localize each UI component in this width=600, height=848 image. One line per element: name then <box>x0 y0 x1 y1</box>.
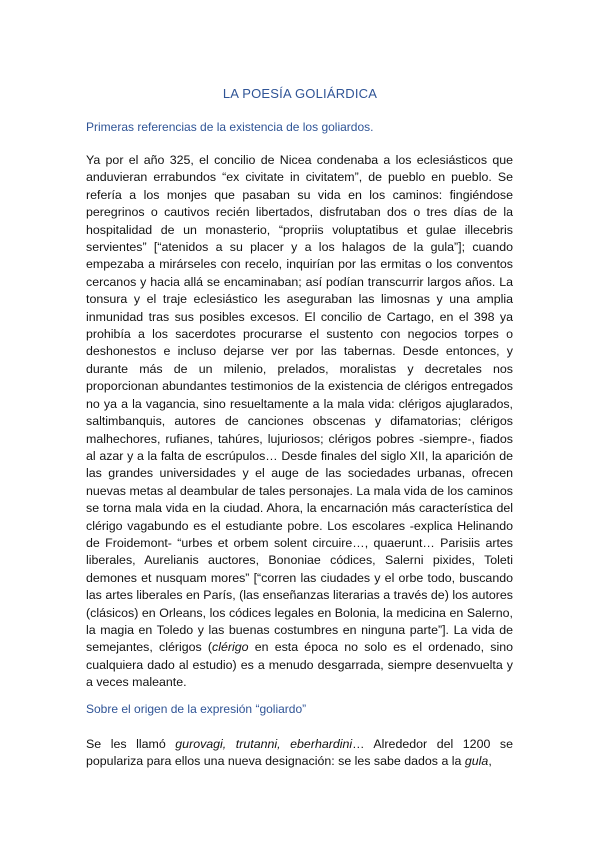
paragraph-2-end: , <box>488 754 492 769</box>
section-heading-origen-goliardo: Sobre el origen de la expresión “goliardo” <box>86 702 307 716</box>
paragraph-1-italic: clérigo <box>212 640 249 655</box>
paragraph-1-text: Ya por el año 325, el concilio de Nicea condenaba a los eclesiásticos que anduvieran errabundos “ex civitate in civitatem”, de pueblo en pueblo. Se refería a los monjes que pasaban su vida en los caminos: fingiéndose peregrinos o cautivos recién libertados, disfrutaban dos o tres días de la hospitalidad de un monasterio, “propriis voluptatibus et gulae illecebris servientes” [“atenidos a su placer y a los halagos de la gula”]; cuando empezaba a mirárseles con recelo, inquirían por las ermitas o los conventos cercanos y hacia allá se encaminaban; así podían transcurrir largos años. La tonsura y el traje eclesiástico les aseguraban las limosnas y una amplia inmunidad tras sus posibles excesos. El concilio de Cartago, en el 398 ya prohibía a los sacerdotes procurarse el sustento con negocios torpes o deshonestos e incluso dejarse ver por las tabernas. Desde entonces, y durante más de un milenio, prelados, moralistas y decretales nos proporcionan abundantes testimonios de la existencia de clérigos entregados no ya a la vagancia, sino resueltamente a la mala vida: clérigos ajuglarados, saltimbanquis, autores de canciones obscenas y difamatorias; clérigos malhechores, rufianes, tahúres, lujuriosos; clérigos pobres -siempre-, fiados al azar y a la falta de escrúpulos… Desde finales del siglo XII, la aparición de las grandes universidades y el auge de las sociedades urbanas, ofrecen nuevas metas al deambular de tales personajes. La mala vida de los caminos se torna mala vida en la ciudad. Ahora, la encarnación más característica del clérigo vagabundo es el estudiante pobre. Los escolares -explica Helinando de Froidemont- “urbes et orbem solent circuire…, quaerunt… Parisiis artes liberales, Aurelianis auctores, Bononiae códices, Salerni pixides, Toleti demones et nusquam mores” [“corren las ciudades y el orbe todo, buscando las artes liberales en París, (las enseñanzas literarias a través de) los autores (clásicos) en Orleans, los códices legales en Bolonia, la medicina en Salerno, la magia en Toledo y las buenas costumbres en ninguna parte”]. La vida de semejantes, clérigos ( <box>86 153 513 655</box>
paragraph-1-end: en esta época no solo es el ordenado, sino cualquiera dado al estudio) es a menudo desgarrada, siempre desenvuelta y a veces maleante. <box>86 640 513 690</box>
paragraph-2 <box>86 736 513 771</box>
document-title: LA POESÍA GOLIÁRDICA <box>222 86 378 101</box>
paragraph-2-italic: gurovagi, trutanni, eberhardini <box>175 737 353 751</box>
paragraph-2-italic-gula: gula <box>464 754 489 769</box>
paragraph-2-mid: … Alrededor del 1200 se populariza para ellos una nueva designación: se les sabe dados a la <box>86 737 513 769</box>
paragraph-1 <box>86 152 513 692</box>
section-heading-primeras-referencias: Primeras referencias de la existencia de los goliardos. <box>86 120 374 134</box>
paragraph-2-start: Se les llamó <box>86 737 176 751</box>
